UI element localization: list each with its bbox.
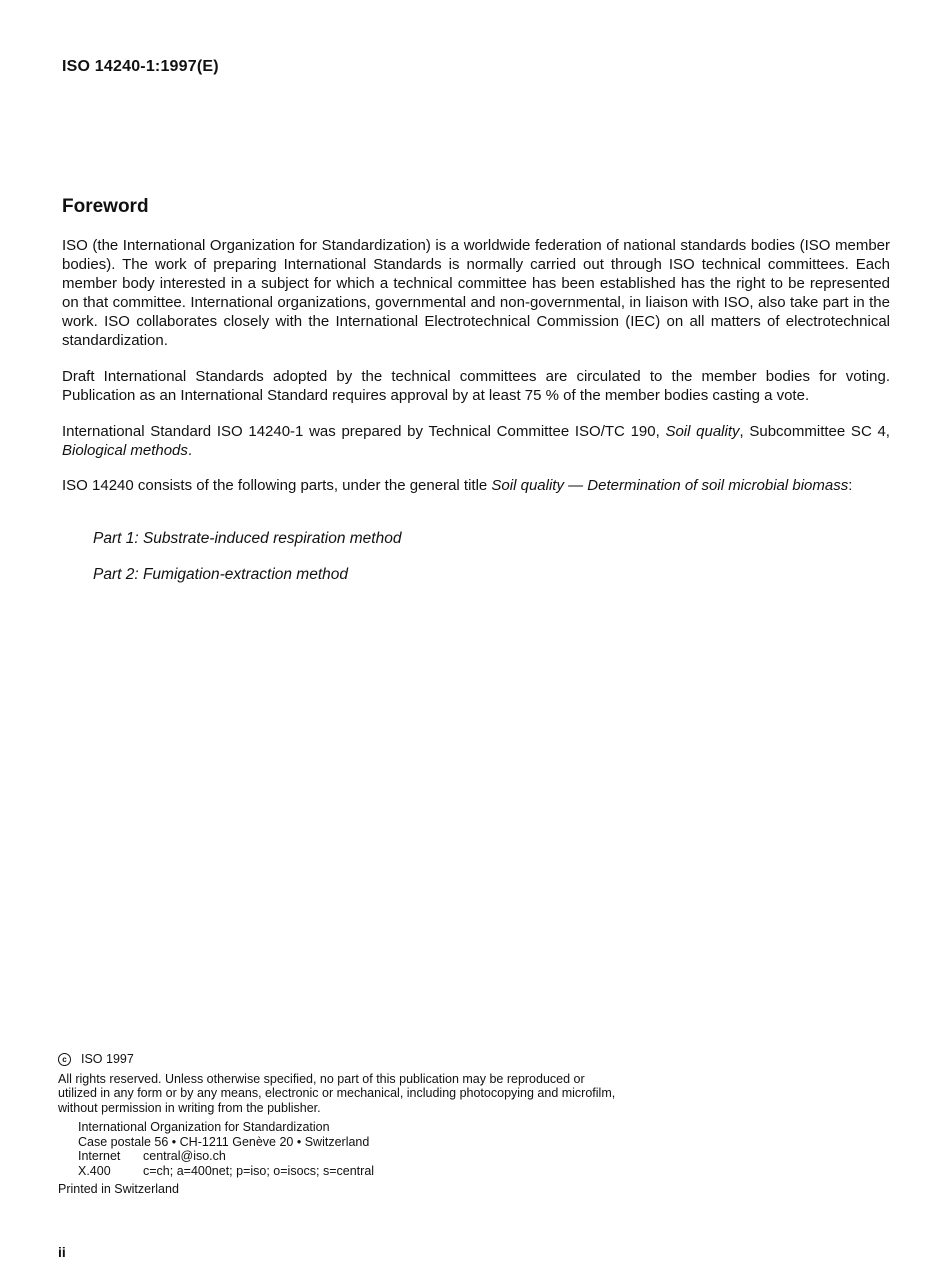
foreword-paragraph-3 <box>62 422 890 460</box>
printed-in: Printed in Switzerland <box>58 1182 179 1196</box>
part-2-title: Part 2: Fumigation-extraction method <box>93 566 349 583</box>
foreword-paragraph-1: ISO (the International Organization for Standardization) is a worldwide federation of national standards bodies (ISO member bodies). The work of preparing International Standards is normally carried out through ISO technical committees. Each member body interested in a subject for which a technical committee has been established has the right to be represented on that committee. International organizations, governmental and non-governmental, in liaison with ISO, also take part in the work. ISO collaborates closely with the International Electrotechnical Commission (IEC) on all matters of electrotechnical standardization. <box>62 237 890 349</box>
internet-row <box>78 1149 618 1164</box>
part-1-title: Part 1: Substrate-induced respiration method <box>93 530 402 547</box>
document-id: ISO 14240-1:1997(E) <box>62 58 219 75</box>
p3-text-a: International Standard ISO 14240-1 was prepared by Technical Committee ISO/TC 190, <box>62 423 666 440</box>
foreword-heading: Foreword <box>62 196 149 217</box>
copyright-icon: c <box>58 1053 71 1066</box>
p3-soil-quality: Soil quality <box>665 423 740 440</box>
copyright-year: ISO 1997 <box>81 1052 134 1066</box>
page-number: ii <box>58 1244 66 1260</box>
org-name: International Organization for Standardization <box>78 1120 330 1134</box>
p3-biological-methods: Biological methods <box>62 442 188 459</box>
rights-statement: All rights reserved. Unless otherwise specified, no part of this publication may be reproduced or utilized in any form or by any means, electronic or mechanical, including photocopying and microfilm, without permission in writing from the publisher. <box>58 1071 616 1115</box>
copyright-block <box>58 1052 618 1197</box>
p3-text-e: . <box>187 442 193 459</box>
postal-address: Case postale 56 • CH-1211 Genève 20 • Switzerland <box>78 1134 370 1149</box>
publisher-address <box>58 1120 618 1178</box>
p4-general-title: Soil quality — Determination of soil microbial biomass <box>491 477 849 494</box>
copyright-line <box>58 1052 618 1067</box>
internet-value: central@iso.ch <box>143 1149 226 1163</box>
p4-text-c: : <box>848 477 853 494</box>
internet-label: Internet <box>78 1149 121 1163</box>
foreword-paragraph-4 <box>62 476 890 495</box>
p3-text-c: , Subcommittee SC 4, <box>739 423 890 440</box>
p4-text-a: ISO 14240 consists of the following parts, under the general title <box>62 477 492 494</box>
foreword-paragraph-2: Draft International Standards adopted by the technical committees are circulated to the member bodies for voting. Publication as an International Standard requires approval by at least 75 % of the member bodies casting a vote. <box>62 368 890 404</box>
x400-label: X.400 <box>78 1163 111 1178</box>
x400-value: c=ch; a=400net; p=iso; o=isocs; s=central <box>143 1163 375 1178</box>
x400-row <box>78 1164 618 1179</box>
